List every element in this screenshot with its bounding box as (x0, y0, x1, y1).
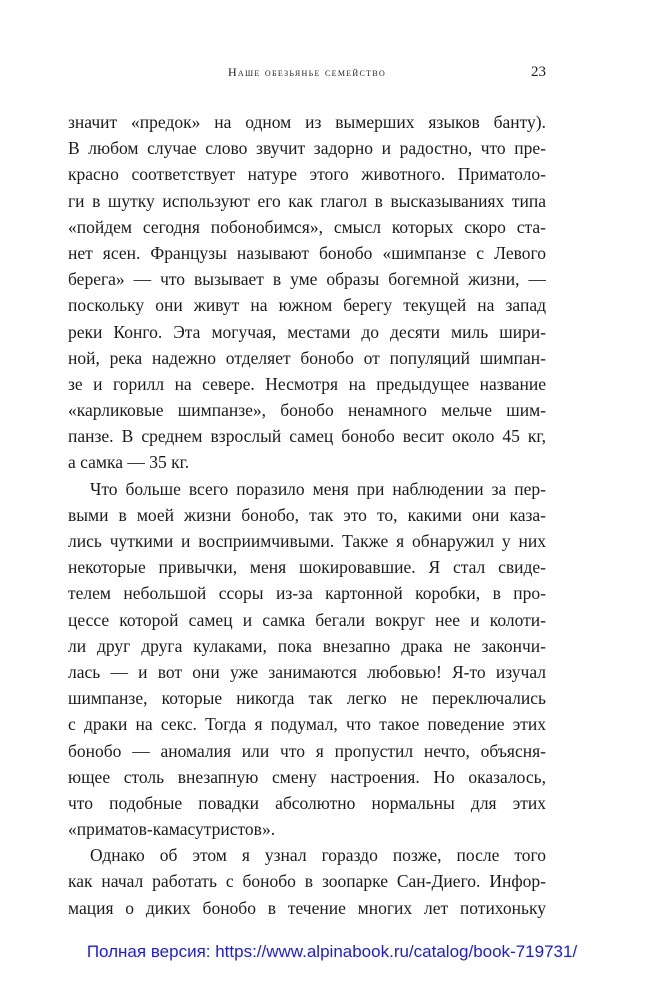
full-version-link[interactable]: Полная версия: https://www.alpinabook.ru/catalog/book-719731/ (86, 942, 578, 961)
text-line: что подобные повадки абсолютно нормальны для этих (68, 792, 546, 813)
text-line: зе и горилл на севере. Несмотря на предыдущее название (68, 373, 546, 394)
text-line: реки Конго. Эта могучая, местами до десяти миль шири- (68, 321, 546, 342)
text-line: панзе. В среднем взрослый самец бонобо весит около 45 кг, (68, 426, 546, 447)
text-line: шимпанзе, которые никогда так легко не переключались (68, 688, 546, 709)
text-line: а самка — 35 кг. (68, 452, 190, 473)
text-line: нет ясен. Французы называют бонобо «шимпанзе с Левого (68, 242, 546, 263)
text-line: Однако об этом я узнал гораздо позже, после того (90, 845, 546, 866)
running-head (68, 60, 546, 84)
text-line: «приматов-камасутристов». (68, 819, 276, 840)
text-line: лись чуткими и восприимчивыми. Также я обнаружил у них (68, 531, 546, 551)
text-line: с драки на секс. Тогда я подумал, что такое поведение этих (68, 714, 546, 735)
page-number: 23 (531, 64, 546, 80)
text-line: бонобо — аномалия или что я пропустил нечто, объясня- (68, 740, 546, 761)
text-line: В любом случае слово звучит задорно и радостно, что пре- (68, 138, 546, 159)
text-line: как начал работать с бонобо в зоопарке Сан-Диего. Инфор- (68, 871, 546, 892)
text-line: телем небольшой ссоры из-за картонной коробки, в про- (68, 583, 546, 604)
text-line: «карликовые шимпанзе», бонобо ненамного мельче шим- (68, 400, 546, 421)
text-line: «пойдем сегодня побонобимся», смысл которых скоро ста- (68, 216, 546, 237)
running-title: Наше обезьянье семейство (227, 65, 387, 79)
body-text (68, 109, 546, 921)
text-line: ной, река надежно отделяет бонобо от популяций шимпан- (68, 347, 546, 368)
text-line: ги в шутку используют его как глагол в высказываниях типа (68, 190, 546, 211)
text-line: Что больше всего поразило меня при наблюдении за пер- (90, 478, 546, 499)
text-line: берега» — что вызывает в уме образы богемной жизни, — (68, 269, 546, 290)
text-line: ли друг друга кулаками, пока внезапно драка не закончи- (68, 635, 546, 656)
text-line: поскольку они живут на южном берегу текущей на запад (68, 295, 546, 316)
text-line: лась — и вот они уже занимаются любовью! Я-то изучал (68, 661, 546, 682)
text-line: выми в моей жизни бонобо, так это то, какими они каза- (68, 504, 546, 525)
text-line: ющее столь внезапную смену настроения. Но оказалось, (68, 766, 546, 787)
text-line: красно соответствует натуре этого животного. Приматоло- (68, 164, 546, 185)
text-line: мация о диких бонобо в течение многих лет потихоньку (68, 897, 546, 918)
text-line: значит «предок» на одном из вымерших языков банту). (68, 112, 546, 132)
text-line: цессе которой самец и самка бегали вокруг нее и колоти- (68, 609, 546, 630)
text-line: некоторые привычки, меня шокировавшие. Я стал свиде- (68, 557, 546, 578)
